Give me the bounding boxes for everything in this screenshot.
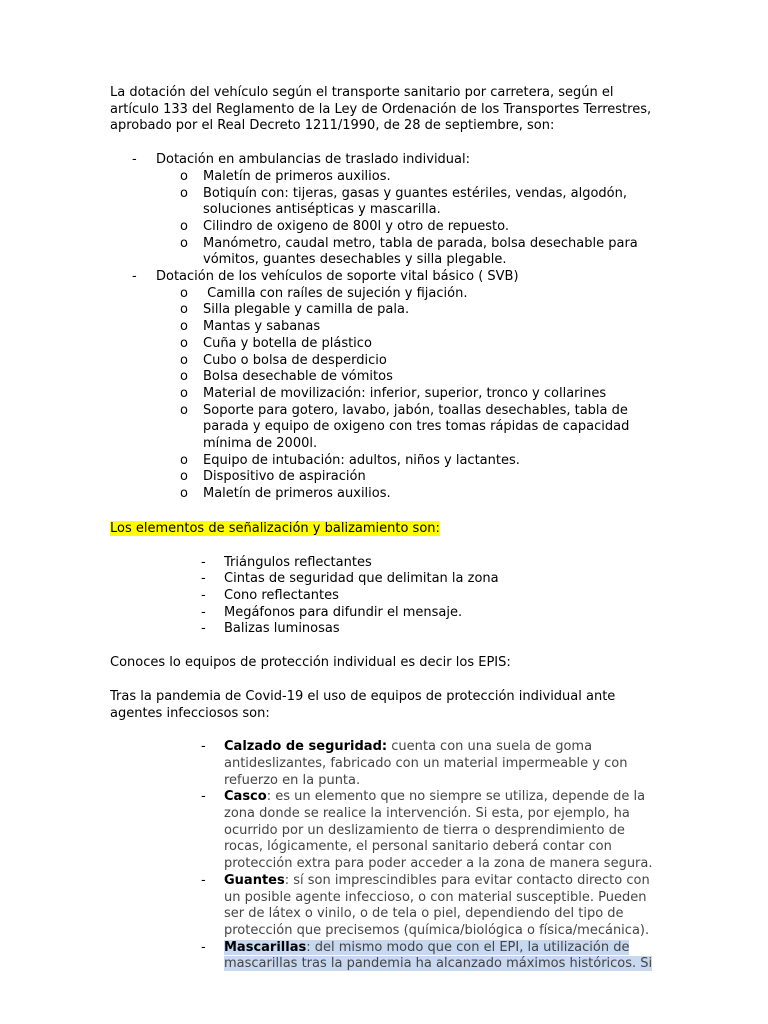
epi-list xyxy=(110,739,655,973)
list-item xyxy=(110,555,655,572)
item-text: : del mismo modo que con el EPI, la utilización de mascarillas tras la pandemia ha alcanzado máximos históricos. Si xyxy=(224,939,653,972)
o-marker: o xyxy=(180,486,188,502)
list-item xyxy=(110,940,655,973)
item-text: Dispositivo de aspiración xyxy=(203,469,366,485)
item-text: Megáfonos para difundir el mensaje. xyxy=(224,604,463,620)
item-text: Cono reflectantes xyxy=(224,587,339,603)
item-text: : es un elemento que no siempre se utiliza, depende de la zona donde se realice la intervención. Si esta, por ejemplo, ha ocurrido por un deslizamiento de tierra o desprendimiento de rocas, lógicamente, el personal sanitario deberá contar con protección extra para poder acceder a la zona de manera segura. xyxy=(224,789,653,872)
epis-paragraph: Conoces lo equipos de protección individual es decir los EPIS: xyxy=(110,655,511,671)
intro-paragraph: La dotación del vehículo según el transporte sanitario por carretera, según el artículo 133 del Reglamento de la Ley de Ordenación de los Transportes Terrestres, aprobado por el Real Decreto 1211/1990, de 28 de septiembre, son: xyxy=(110,85,652,134)
list-item xyxy=(110,873,655,940)
item-text: Material de movilización: inferior, superior, tronco y collarines xyxy=(203,385,607,401)
term-text: Calzado de seguridad: xyxy=(224,739,388,755)
item-text: Cintas de seguridad que delimitan la zona xyxy=(224,571,499,587)
o-marker: o xyxy=(180,185,188,201)
dash-marker: - xyxy=(201,621,206,637)
list-item xyxy=(110,219,655,236)
signal-heading xyxy=(110,521,655,538)
list-item xyxy=(110,236,655,269)
dash-marker: - xyxy=(201,571,206,587)
item-text: Mantas y sabanas xyxy=(203,319,321,335)
list-item xyxy=(110,469,655,486)
highlighted-text: Los elementos de señalización y balizamiento son: xyxy=(110,520,440,536)
document-page xyxy=(110,85,655,973)
dash-marker: - xyxy=(201,739,206,755)
item-text: Cuña y botella de plástico xyxy=(203,335,372,351)
item-text: Botiquín con: tijeras, gasas y guantes estériles, vendas, algodón, soluciones antisépticas y mascarilla. xyxy=(203,185,627,218)
section-title: Dotación de los vehículos de soporte vital básico ( SVB) xyxy=(156,269,519,285)
list-item xyxy=(110,186,655,219)
dash-marker: - xyxy=(201,789,206,805)
item-text: Soporte para gotero, lavabo, jabón, toallas desechables, tabla de parada y equipo de oxigeno con tres tomas rápidas de capacidad mínima de 2000l. xyxy=(203,402,630,452)
item-text: Camilla con raíles de sujeción y fijación. xyxy=(203,285,468,301)
dash-marker: - xyxy=(132,269,137,285)
item-text: Bolsa desechable de vómitos xyxy=(203,369,393,385)
item-text: Silla plegable y camilla de pala. xyxy=(203,302,410,318)
o-marker: o xyxy=(180,402,188,418)
item-text: Maletín de primeros auxilios. xyxy=(203,168,391,184)
item-text: Cubo o bolsa de desperdicio xyxy=(203,352,387,368)
o-marker: o xyxy=(180,235,188,251)
dash-marker: - xyxy=(132,152,137,168)
item-text: Balizas luminosas xyxy=(224,621,340,637)
item-text: Manómetro, caudal metro, tabla de parada, bolsa desechable para vómitos, guantes desechables y silla plegable. xyxy=(203,235,638,268)
list-item xyxy=(110,353,655,370)
vehicle-list xyxy=(110,152,655,503)
list-item xyxy=(110,605,655,622)
signal-list xyxy=(110,555,655,639)
term-text: Guantes xyxy=(224,872,285,888)
list-item xyxy=(110,319,655,336)
o-marker: o xyxy=(180,285,188,301)
list-item xyxy=(110,588,655,605)
term-text: Casco xyxy=(224,789,267,805)
o-marker: o xyxy=(180,168,188,184)
covid-paragraph: Tras la pandemia de Covid-19 el uso de equipos de protección individual ante agentes infecciosos son: xyxy=(110,688,616,721)
list-item xyxy=(110,789,655,873)
item-text: Maletín de primeros auxilios. xyxy=(203,486,391,502)
o-marker: o xyxy=(180,335,188,351)
item-text: cuenta con una suela de goma antideslizantes, fabricado con un material impermeable y con refuerzo en la punta. xyxy=(224,739,628,788)
list-item xyxy=(110,739,655,789)
o-marker: o xyxy=(180,302,188,318)
o-marker: o xyxy=(180,469,188,485)
list-item xyxy=(110,336,655,353)
list-item xyxy=(110,169,655,186)
dash-marker: - xyxy=(201,604,206,620)
section-title: Dotación en ambulancias de traslado individual: xyxy=(156,152,470,168)
dash-marker: - xyxy=(201,554,206,570)
term-text: Mascarillas xyxy=(224,939,307,955)
dash-marker: - xyxy=(201,872,206,888)
item-text: Equipo de intubación: adultos, niños y lactantes. xyxy=(203,452,520,468)
section-item xyxy=(110,152,655,169)
o-marker: o xyxy=(180,218,188,234)
list-item xyxy=(110,403,655,453)
list-item xyxy=(110,386,655,403)
o-marker: o xyxy=(180,385,188,401)
list-item xyxy=(110,486,655,503)
list-item xyxy=(110,571,655,588)
item-text: Cilindro de oxigeno de 800l y otro de repuesto. xyxy=(203,218,509,234)
o-marker: o xyxy=(180,319,188,335)
o-marker: o xyxy=(180,452,188,468)
list-item xyxy=(110,369,655,386)
item-text: Triángulos reflectantes xyxy=(224,554,372,570)
o-marker: o xyxy=(180,352,188,368)
list-item xyxy=(110,302,655,319)
section-item xyxy=(110,269,655,286)
item-text: : sí son imprescindibles para evitar contacto directo con un posible agente infeccioso, o con material susceptible. Pueden ser de látex o vinilo, o de tela o piel, dependiendo del tipo de protección que precisemos (química/biológica o física/mecánica). xyxy=(224,872,650,938)
selected-text xyxy=(224,940,652,972)
o-marker: o xyxy=(180,369,188,385)
dash-marker: - xyxy=(201,587,206,603)
list-item xyxy=(110,621,655,638)
dash-marker: - xyxy=(201,939,206,955)
list-item xyxy=(110,453,655,470)
list-item xyxy=(110,286,655,303)
